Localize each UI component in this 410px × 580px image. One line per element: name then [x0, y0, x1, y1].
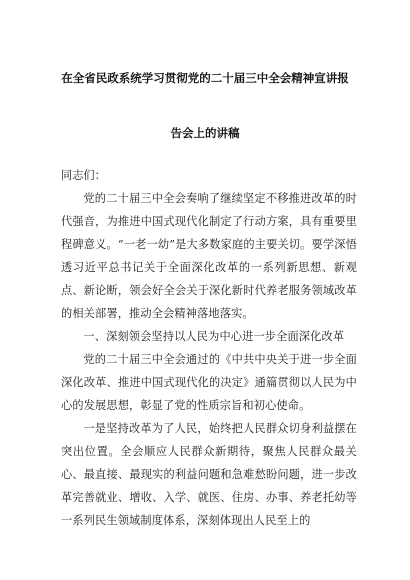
salutation: 同志们：	[61, 169, 106, 182]
document-body	[61, 164, 357, 532]
paragraph-decision: 党的二十届三中全会通过的《中共中央关于进一步全面深化改革、推进中国式现代化的决定》通篇贯彻以人民为中心的发展思想，彰显了党的性质宗旨和初心使命。	[61, 353, 357, 412]
document-title-line-2: 告会上的讲稿	[170, 126, 240, 140]
document-title-line-1: 在全省民政系统学习贯彻党的二十届三中全会精神宣讲报	[61, 71, 349, 85]
paragraph-point-1: 一是坚持改革为了人民，始终把人民群众切身利益摆在突出位置。全会顺应人民群众新期待，聚焦人民群众最关心、最直接、最现实的利益问题和急难愁盼问题，进一步改革完善就业、增收、入学、就医、住房、办事、养老托幼等一系列民生领域制度体系，深刻体现出人民至上的	[61, 422, 357, 527]
section-heading-1: 一、深刻领会坚持以人民为中心进一步全面深化改革	[83, 330, 345, 343]
paragraph-intro: 党的二十届三中全会奏响了继续坚定不移推进改革的时代强音，为推进中国式现代化制定了行动方案，具有重要里程碑意义。“一老一幼”是大多数家庭的主要关切。要学深悟透习近平总书记关于全面深化改革的一系列新思想、新观点、新论断，领会好全会关于深化新时代养老服务领域改革的相关部署，推动全会精神落地落实。	[61, 192, 357, 320]
